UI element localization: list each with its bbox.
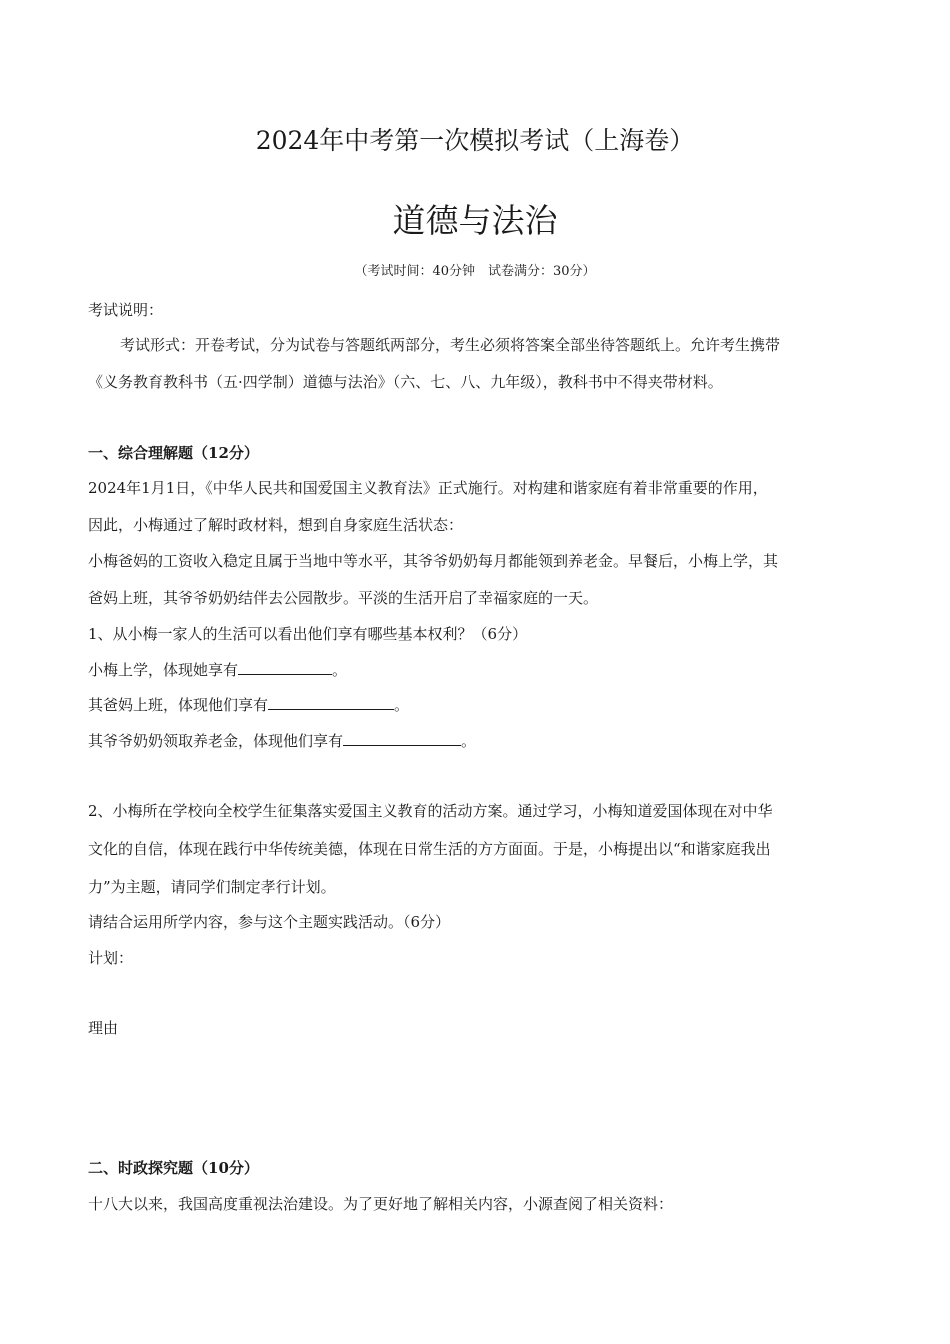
question-2-task: 请结合运用所学内容，参与这个主题实践活动。（6分） [88,913,451,931]
material-line-3: 小梅爸妈的工资收入稳定且属于当地中等水平，其爷爷奶奶每月都能领到养老金。早餐后，小梅上学，其 [88,552,779,570]
instructions-line-2: 《义务教育教科书（五·四学制）道德与法治》（六、七、八、九年级），教科书中不得夹带材料。 [88,373,723,391]
answer-blank-2[interactable] [268,694,394,710]
exam-info: （考试时间：40分钟 试卷满分：30分） [354,264,596,279]
question-1-item-3 [88,730,476,752]
answer-blank-3[interactable] [343,730,461,746]
question-2-line-3: 力”为主题，请同学们制定孝行计划。 [88,878,336,896]
question-1-item-3-prefix: 其爷爷奶奶领取养老金，体现他们享有 [88,732,344,750]
subject-title: 道德与法治 [392,201,558,240]
question-1-item-1-period: 。 [332,661,348,679]
question-2-line-2: 文化的自信，体现在践行中华传统美德，体现在日常生活的方方面面。于是，小梅提出以“和谐家庭我出 [88,840,771,858]
section1-heading: 一、综合理解题（12分） [88,444,259,462]
material-line-1: 2024年1月1日，《中华人民共和国爱国主义教育法》正式施行。对构建和谐家庭有着非常重要的作用， [88,479,768,497]
plan-label: 计划： [88,949,134,967]
instructions-heading: 考试说明： [88,301,164,319]
answer-blank-1[interactable] [238,659,332,675]
question-2-line-1: 2、小梅所在学校向全校学生征集落实爱国主义教育的活动方案。通过学习，小梅知道爱国体现在对中华 [88,802,773,820]
section2-heading: 二、时政探究题（10分） [88,1159,259,1177]
instructions-line-1: 考试形式：开卷考试，分为试卷与答题纸两部分，考生必须将答案全部坐待答题纸上。允许考生携带 [120,336,781,354]
section2-intro: 十八大以来，我国高度重视法治建设。为了更好地了解相关内容，小源查阅了相关资料： [88,1195,674,1213]
question-1-item-1-prefix: 小梅上学，体现她享有 [88,661,239,679]
exam-title: 2024年中考第一次模拟考试（上海卷） [255,126,695,155]
question-1-item-2-period: 。 [394,696,410,714]
reason-label: 理由 [88,1019,119,1037]
question-1-stem: 1、从小梅一家人的生活可以看出他们享有哪些基本权利？（6分） [88,625,528,643]
question-1-item-2 [88,694,409,716]
material-line-4: 爸妈上班，其爷爷奶奶结伴去公园散步。平淡的生活开启了幸福家庭的一天。 [88,589,599,607]
material-line-2: 因此，小梅通过了解时政材料，想到自身家庭生活状态： [88,516,464,534]
question-1-item-2-prefix: 其爸妈上班，体现他们享有 [88,696,269,714]
question-1-item-1 [88,659,347,681]
question-1-item-3-period: 。 [461,732,477,750]
